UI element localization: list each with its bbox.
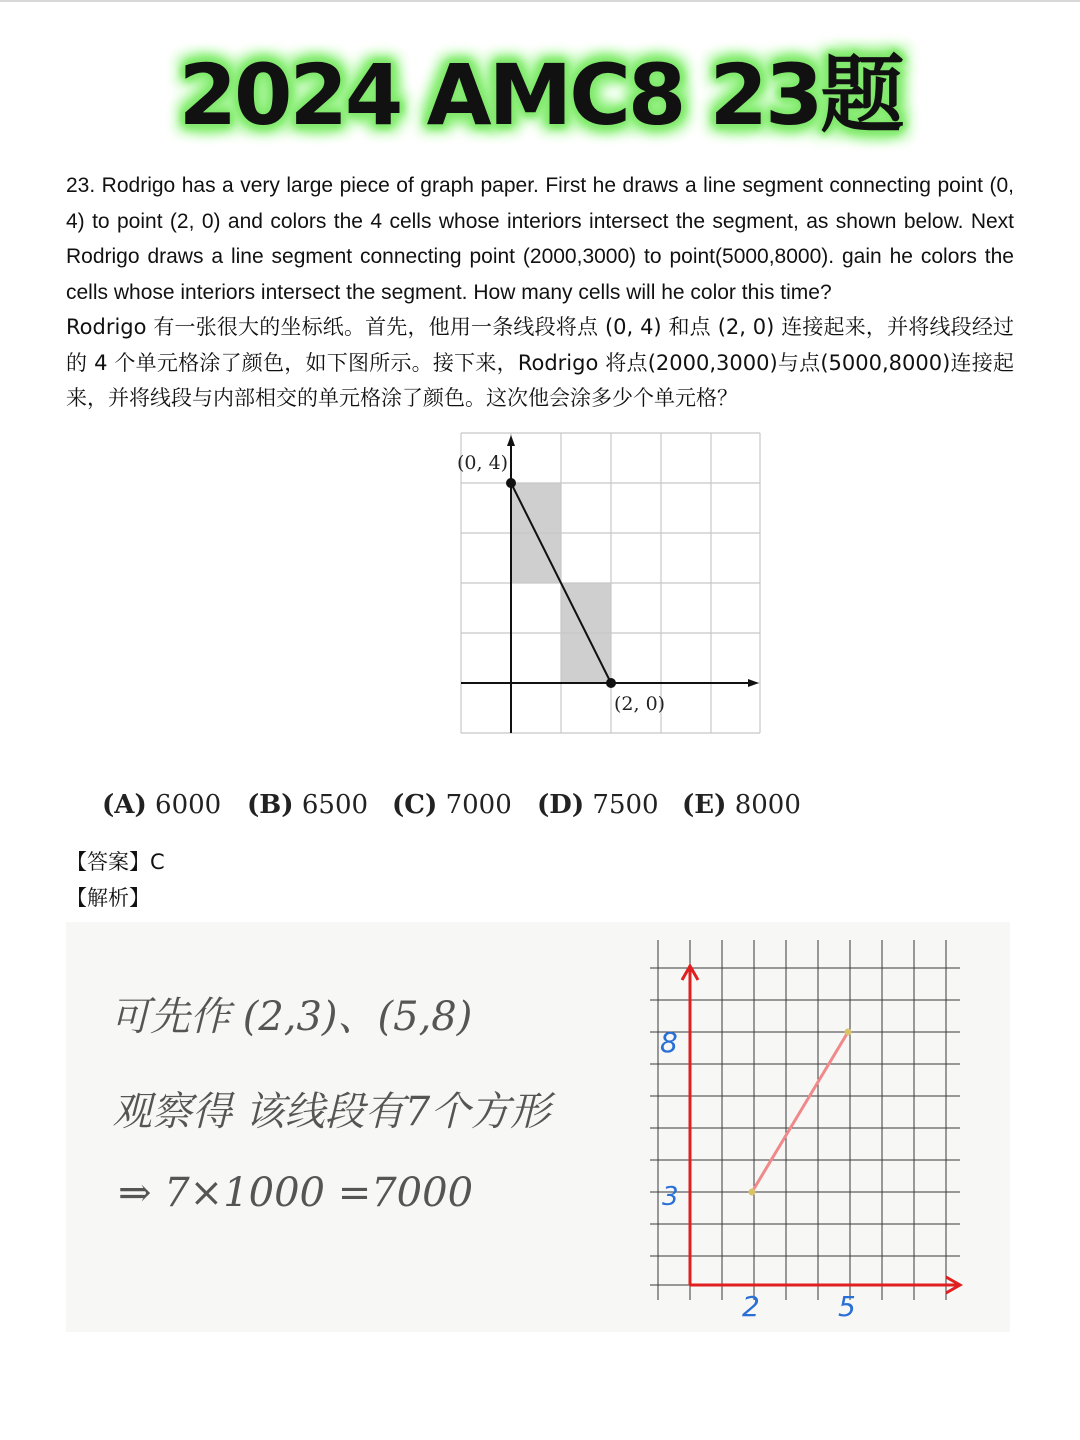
choice-b: (B) 6500 <box>247 790 369 820</box>
hand-point-end <box>845 1029 852 1036</box>
x-label-2: 2 <box>742 1290 760 1323</box>
hand-axes <box>690 968 958 1285</box>
point-end <box>606 678 616 688</box>
x-label-5: 5 <box>838 1290 856 1323</box>
answer-label: 【答案】C <box>66 850 165 874</box>
hand-grid <box>650 940 960 1300</box>
problem-text <box>66 168 1014 417</box>
answer-choices <box>102 790 862 830</box>
shaded-cell <box>561 583 611 633</box>
page-title: 2024 AMC8 23题 <box>178 46 902 144</box>
choice-c: (C) 7000 <box>392 790 512 820</box>
hand-segment <box>752 1032 848 1192</box>
point-start <box>506 478 516 488</box>
choice-d: (D) 7500 <box>537 790 659 820</box>
label-start: (0, 4) <box>457 452 509 474</box>
analysis-label: 【解析】 <box>66 886 150 910</box>
choice-a: (A) 6000 <box>102 790 222 820</box>
y-axis-arrow <box>507 435 515 446</box>
handwriting-line-1: 可先作 (2,3)、(5,8) <box>110 994 473 1040</box>
choice-e: (E) 8000 <box>682 790 801 820</box>
label-end: (2, 0) <box>614 693 666 715</box>
problem-english: 23. Rodrigo has a very large piece of graph paper. First he draws a line segment connecting point (0, 4) to point (2, 0) and colors the 4 cells whose interiors intersect the segment, as shown below. Next Rodrigo draws a line segment connecting point (2000,3000) to point(5000,8000). gain he colors the cells whose interiors intersect the segment. How many cells will he color this time? <box>66 174 1014 304</box>
problem-chinese: Rodrigo 有一张很大的坐标纸。首先，他用一条线段将点 (0, 4) 和点 (2, 0) 连接起来，并将线段经过的 4 个单元格涂了颜色，如下图所示。接下来，Rodrigo 将点(2000,3000)与点(5000,8000)连接起来，并将线段与内部相交的单元格涂了颜色。这次他会涂多少个单元格？ <box>66 315 1014 410</box>
y-label-3: 3 <box>662 1182 679 1212</box>
grid-lines <box>461 433 760 733</box>
handwriting-line-2: 观察得 该线段有7个方形 <box>112 1089 551 1135</box>
solution-figure <box>628 940 978 1330</box>
shaded-cell <box>511 533 561 583</box>
hand-point-start <box>749 1189 756 1196</box>
handwriting-line-3: ⇒ 7×1000 =7000 <box>118 1170 474 1216</box>
x-axis-arrow <box>748 679 759 687</box>
problem-figure <box>455 432 765 738</box>
shaded-cell <box>511 483 561 533</box>
y-label-8: 8 <box>660 1026 678 1059</box>
shaded-cell <box>561 633 611 683</box>
top-border <box>0 0 1080 2</box>
